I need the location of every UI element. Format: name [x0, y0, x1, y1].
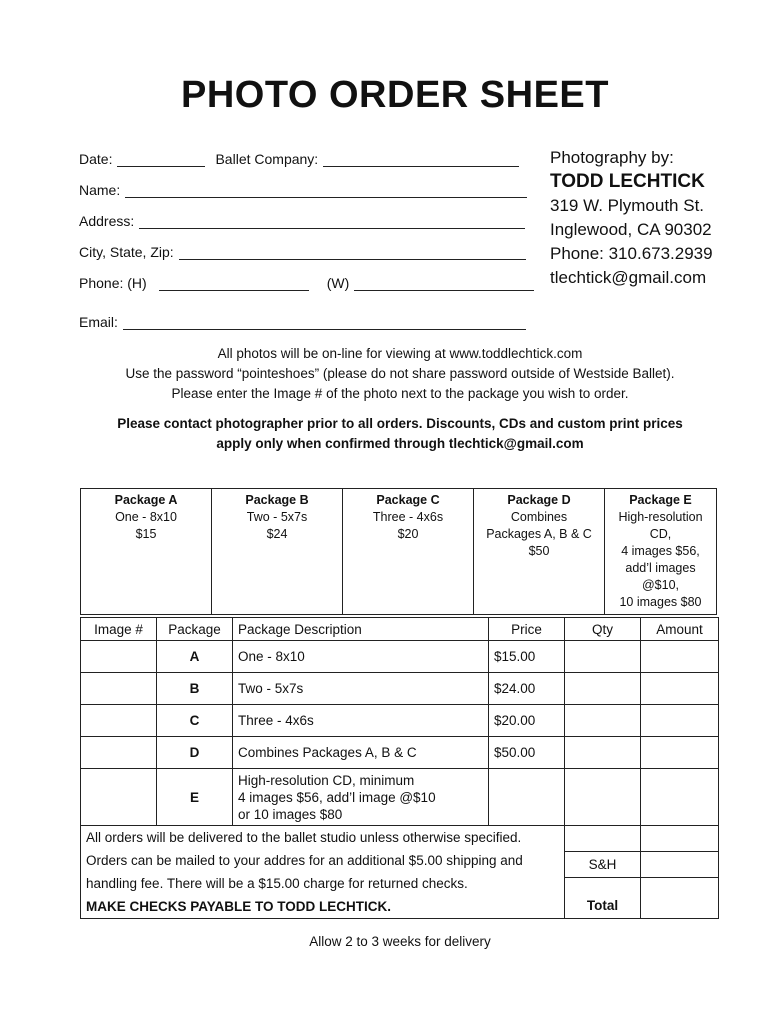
- name-label: Name:: [79, 182, 121, 198]
- photographer-info: [550, 146, 713, 290]
- description-cell: Two - 5x7s: [233, 673, 489, 705]
- package-title: Package E: [629, 493, 692, 507]
- phone-field[interactable]: [79, 275, 534, 291]
- description-line: High-resolution CD, minimum: [238, 772, 415, 788]
- header-price: Price: [489, 618, 565, 641]
- qty-cell[interactable]: [565, 673, 641, 705]
- package-cell: D: [157, 737, 233, 769]
- description-cell: [233, 769, 489, 826]
- package-title: Package C: [376, 493, 440, 507]
- contact-notice: [80, 414, 720, 454]
- city-state-zip-field[interactable]: [79, 244, 526, 260]
- qty-cell[interactable]: [565, 641, 641, 673]
- package-card-e: [605, 489, 717, 615]
- package-line: $15: [135, 527, 157, 541]
- table-row: [81, 737, 719, 769]
- header-package: Package: [157, 618, 233, 641]
- total-amount-cell[interactable]: [641, 893, 719, 919]
- package-card-a: [81, 489, 212, 615]
- total-label: Total: [565, 893, 641, 919]
- contact-notice-line: apply only when confirmed through tlechtick@gmail.com: [216, 436, 584, 451]
- package-line: Packages A, B & C: [486, 527, 592, 541]
- price-cell: $20.00: [489, 705, 565, 737]
- description-line: 4 images $56, add’l image @$10: [238, 789, 436, 805]
- email-label: Email:: [79, 314, 118, 330]
- shipping-amount-cell[interactable]: [641, 852, 719, 878]
- package-line: Three - 4x6s: [372, 510, 444, 524]
- package-line: One - 8x10: [115, 510, 177, 524]
- instruction-line: All photos will be on-line for viewing at www.toddlechtick.com: [217, 346, 583, 361]
- description-cell: Three - 4x6s: [233, 705, 489, 737]
- photographer-name: TODD LECHTICK: [550, 171, 705, 192]
- package-line: $20: [397, 527, 419, 541]
- package-line: High-resolution CD,: [618, 510, 703, 541]
- package-line: add’l images @$10,: [625, 561, 696, 592]
- package-line: $50: [528, 544, 550, 558]
- package-summary-table: [80, 488, 717, 615]
- city-state-zip-input-line[interactable]: [179, 245, 526, 260]
- amount-cell[interactable]: [641, 737, 719, 769]
- header-image-number: Image #: [81, 618, 157, 641]
- name-field[interactable]: [79, 182, 527, 198]
- package-cell: C: [157, 705, 233, 737]
- header-qty: Qty: [565, 618, 641, 641]
- order-terms-line: handling fee. There will be a $15.00 charge for returned checks.: [86, 876, 468, 891]
- header-amount: Amount: [641, 618, 719, 641]
- package-cell: A: [157, 641, 233, 673]
- instruction-line: Please enter the Image # of the photo next to the package you wish to order.: [171, 386, 629, 401]
- photography-by-label: Photography by:: [550, 148, 674, 167]
- total-amount-spacer: [641, 878, 719, 893]
- phone-work-input-line[interactable]: [354, 276, 534, 291]
- package-line: Combines: [510, 510, 568, 524]
- payable-to-note: MAKE CHECKS PAYABLE TO TODD LECHTICK.: [86, 899, 392, 914]
- ballet-company-input-line[interactable]: [323, 152, 519, 167]
- order-terms-line: All orders will be delivered to the ballet studio unless otherwise specified.: [86, 830, 522, 845]
- image-number-cell[interactable]: [81, 705, 157, 737]
- order-table: [80, 617, 719, 919]
- phone-home-input-line[interactable]: [159, 276, 309, 291]
- order-table-header: [81, 618, 719, 641]
- address-input-line[interactable]: [139, 214, 525, 229]
- amount-cell[interactable]: [641, 641, 719, 673]
- image-number-cell[interactable]: [81, 737, 157, 769]
- price-cell: $15.00: [489, 641, 565, 673]
- photographer-phone: Phone: 310.673.2939: [550, 244, 713, 263]
- order-terms-line: Orders can be mailed to your addres for an additional $5.00 shipping and: [86, 853, 523, 868]
- qty-cell[interactable]: [565, 705, 641, 737]
- table-row: [81, 705, 719, 737]
- date-label: Date:: [79, 151, 113, 167]
- city-state-zip-label: City, State, Zip:: [79, 244, 174, 260]
- package-cell: E: [157, 769, 233, 826]
- description-line: or 10 images $80: [238, 806, 343, 822]
- date-field[interactable]: [79, 151, 519, 167]
- amount-cell[interactable]: [641, 826, 719, 852]
- package-title: Package A: [114, 493, 178, 507]
- package-card-b: [212, 489, 343, 615]
- order-terms: [81, 826, 565, 919]
- address-label: Address:: [79, 213, 135, 229]
- phone-work-label: (W): [326, 275, 350, 291]
- header-package-description: Package Description: [233, 618, 489, 641]
- package-line: Two - 5x7s: [246, 510, 308, 524]
- phone-home-label: Phone: (H): [79, 275, 147, 291]
- table-row: [81, 641, 719, 673]
- package-title: Package D: [507, 493, 571, 507]
- amount-cell[interactable]: [641, 769, 719, 826]
- table-row: [81, 769, 719, 826]
- package-card-c: [343, 489, 474, 615]
- amount-cell[interactable]: [641, 673, 719, 705]
- address-field[interactable]: [79, 213, 525, 229]
- instruction-line: Use the password “pointeshoes” (please do not share password outside of Westside Ballet).: [125, 366, 675, 381]
- amount-cell[interactable]: [641, 705, 719, 737]
- package-cell: B: [157, 673, 233, 705]
- package-line: $24: [266, 527, 288, 541]
- contact-notice-line: Please contact photographer prior to all orders. Discounts, CDs and custom print prices: [117, 416, 683, 431]
- package-line: 4 images $56,: [621, 544, 700, 558]
- photographer-street: 319 W. Plymouth St.: [550, 196, 705, 215]
- qty-cell[interactable]: [565, 826, 641, 852]
- date-input-line[interactable]: [117, 152, 205, 167]
- delivery-note: Allow 2 to 3 weeks for delivery: [309, 934, 491, 949]
- description-cell: Combines Packages A, B & C: [233, 737, 489, 769]
- name-input-line[interactable]: [125, 183, 527, 198]
- image-number-cell[interactable]: [81, 673, 157, 705]
- photographer-email: tlechtick@gmail.com: [550, 268, 707, 287]
- qty-cell[interactable]: [565, 769, 641, 826]
- price-cell: $50.00: [489, 737, 565, 769]
- price-cell: [489, 769, 565, 826]
- description-cell: One - 8x10: [233, 641, 489, 673]
- total-label-spacer: [565, 878, 641, 893]
- shipping-handling-label: S&H: [565, 852, 641, 878]
- photographer-city: Inglewood, CA 90302: [550, 220, 712, 239]
- image-number-cell[interactable]: [81, 769, 157, 826]
- qty-cell[interactable]: [565, 737, 641, 769]
- email-field[interactable]: [79, 314, 526, 330]
- package-card-d: [474, 489, 605, 615]
- email-input-line[interactable]: [123, 315, 526, 330]
- package-line: 10 images $80: [619, 595, 702, 609]
- package-title: Package B: [245, 493, 309, 507]
- image-number-cell[interactable]: [81, 641, 157, 673]
- order-footer-row: [81, 826, 719, 852]
- page-title: PHOTO ORDER SHEET: [181, 74, 609, 116]
- ballet-company-label: Ballet Company:: [215, 151, 319, 167]
- instructions: [80, 344, 720, 404]
- table-row: [81, 673, 719, 705]
- price-cell: $24.00: [489, 673, 565, 705]
